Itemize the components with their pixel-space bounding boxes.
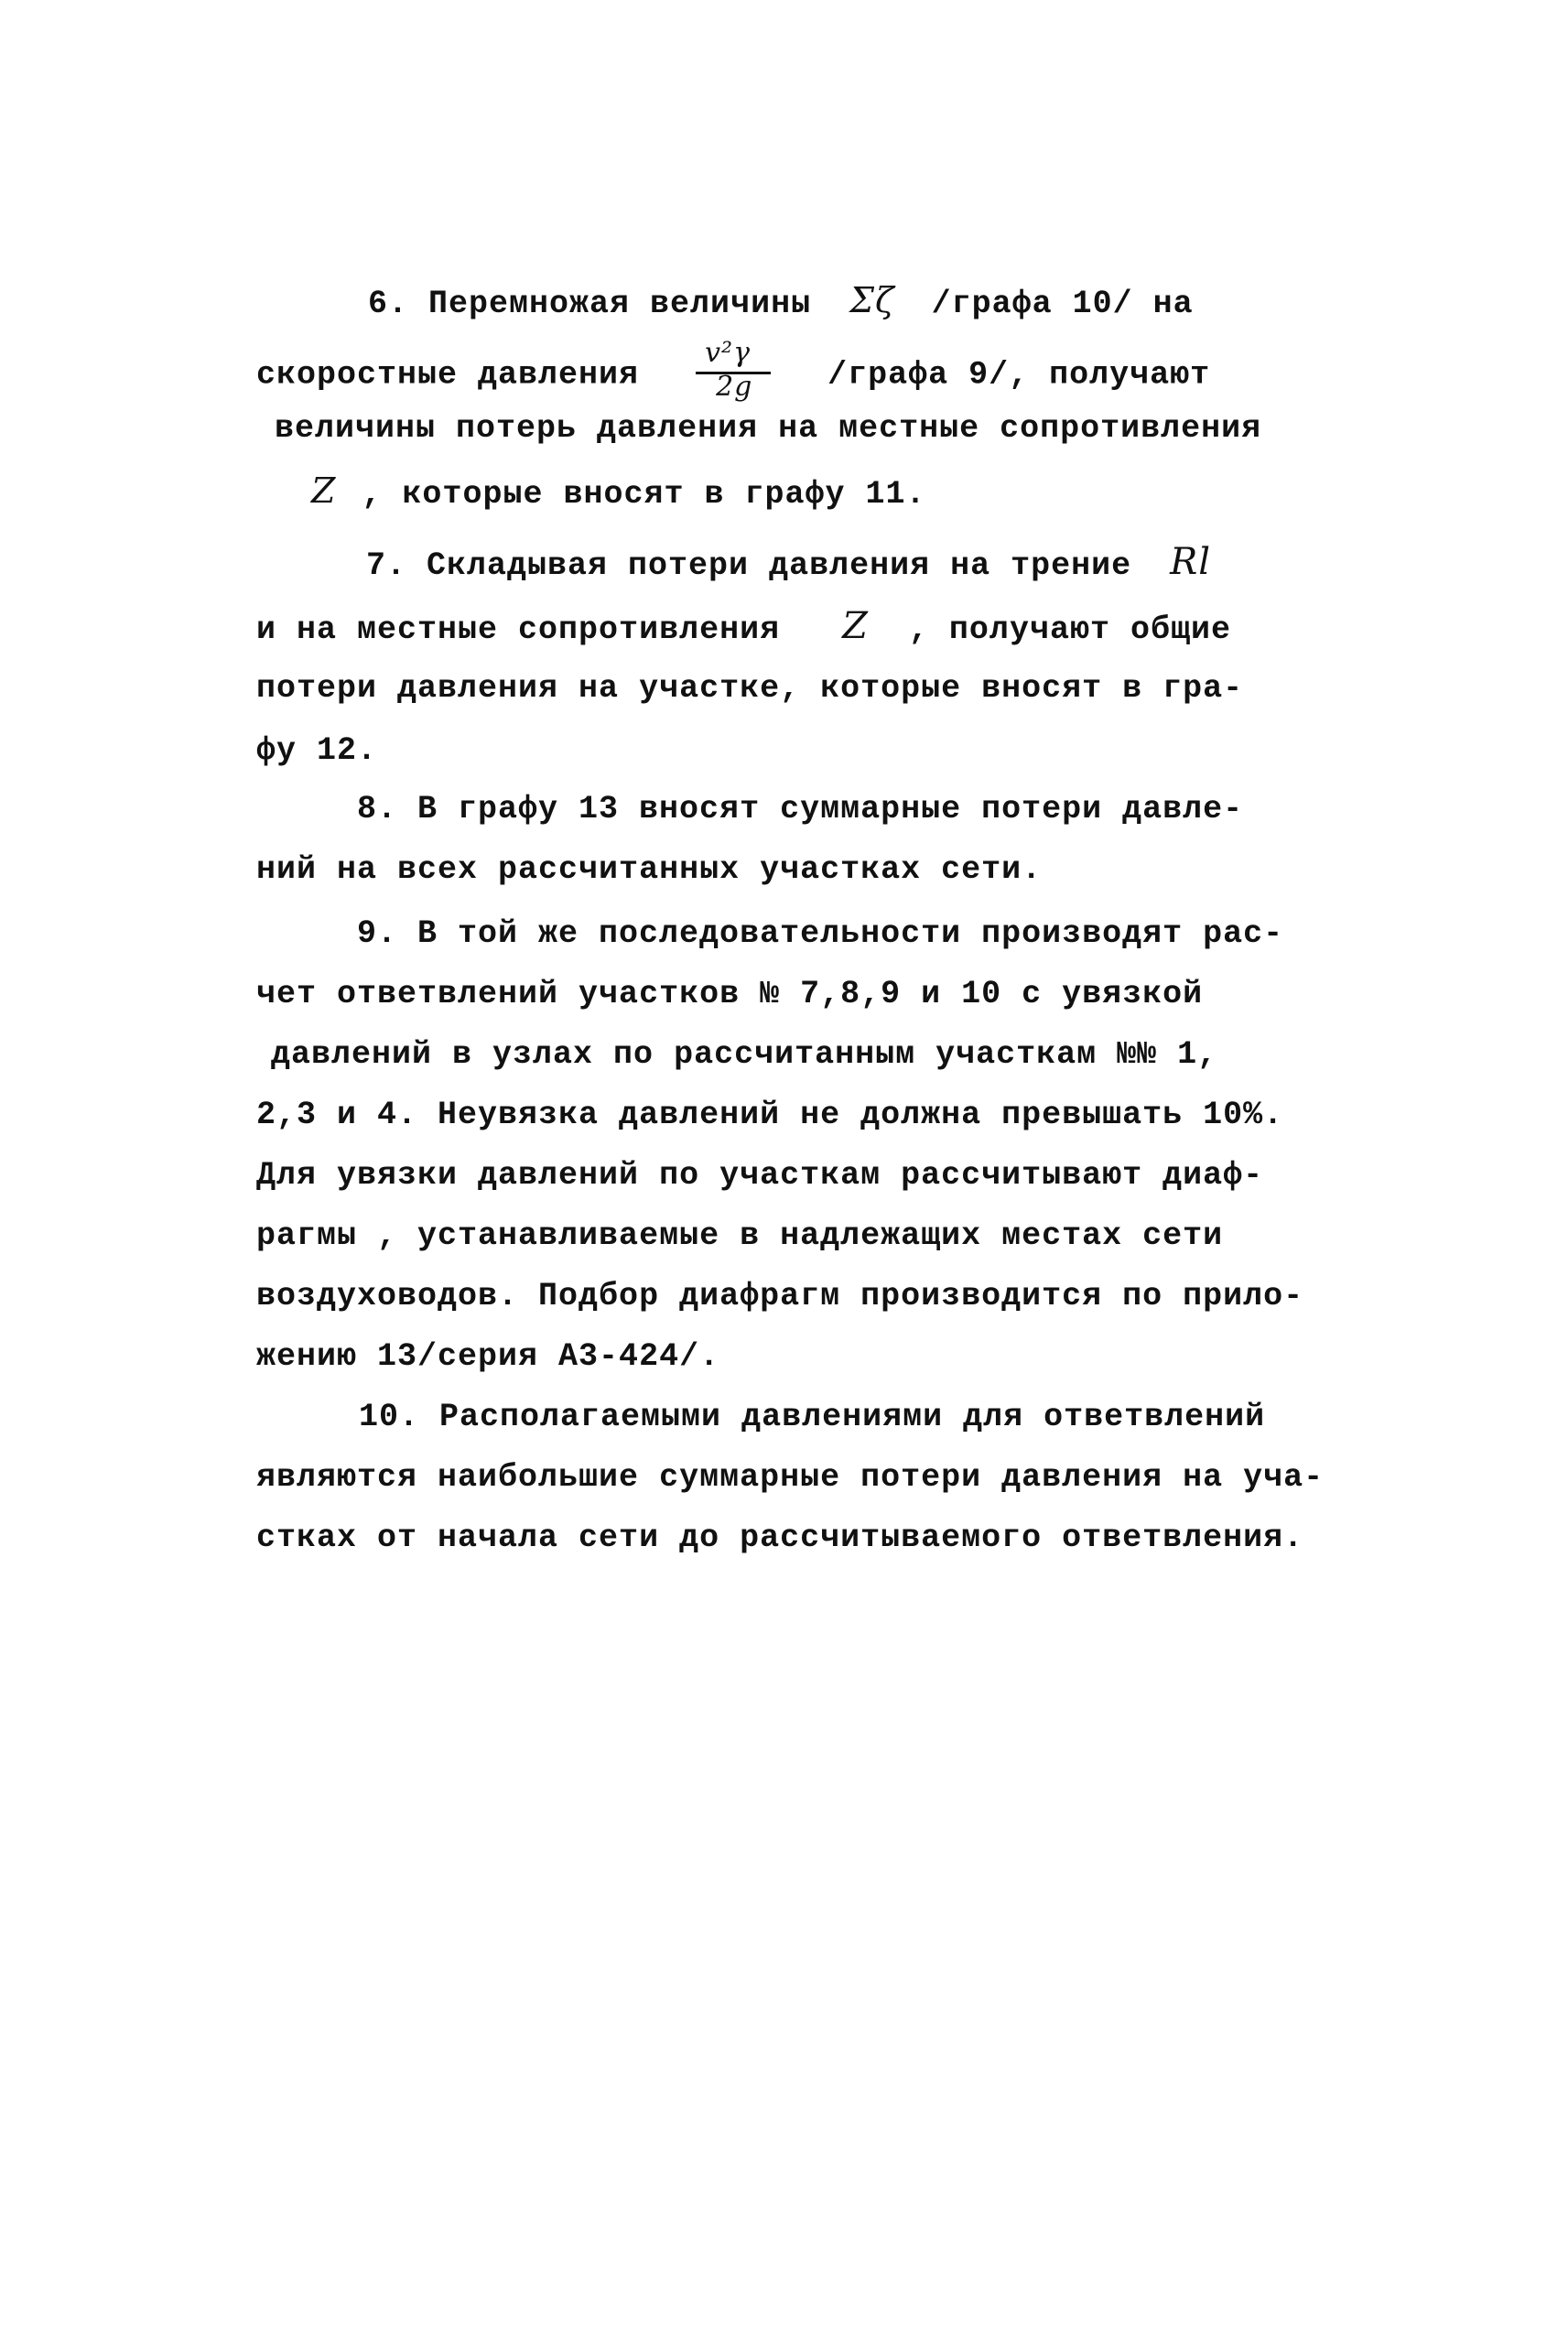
z-symbol-2: Z: [842, 605, 869, 647]
item-6-line-2-before: скоростные давления: [256, 356, 640, 394]
item-8-line-2: [256, 849, 1042, 890]
velocity-pressure-fraction: [696, 337, 773, 405]
item-10-line-2: [256, 1457, 1324, 1498]
item-9-line-1-text: 9. В той же последовательности производят рас-: [357, 915, 1284, 952]
item-7-line-3: [256, 668, 1243, 708]
item-9-line-4: [256, 1095, 1283, 1135]
item-7-line-3-text: потери давления на участке, которые вносят в гра-: [256, 670, 1244, 707]
item-8-line-2-text: ний на всех рассчитанных участках сети.: [256, 851, 1043, 888]
item-9-line-8: [256, 1336, 719, 1377]
item-9-line-6-text: рагмы , устанавливаемые в надлежащих местах сети: [256, 1217, 1224, 1254]
item-9-line-5: [256, 1155, 1263, 1195]
item-7-line-1: [366, 542, 1211, 582]
item-6-line-3: [275, 408, 1261, 449]
z-symbol: Z: [311, 470, 337, 511]
item-10-line-3-text: стках от начала сети до рассчитываемого ответвления.: [256, 1519, 1304, 1556]
rl-symbol: Rl: [1170, 541, 1212, 583]
item-7-line-2-before: и на местные сопротивления: [256, 611, 781, 648]
item-9-line-2: [256, 974, 1203, 1014]
item-7-line-2-after: , получают общие: [908, 611, 1231, 648]
item-9-line-2-text: чет ответвлений участков № 7,8,9 и 10 с увязкой: [256, 976, 1204, 1012]
item-10-line-2-text: являются наибольшие суммарные потери давления на уча-: [256, 1459, 1325, 1496]
item-6-line-2: [256, 337, 1211, 403]
item-8-line-1: [357, 789, 1243, 829]
fraction-denominator: 2g: [716, 371, 753, 403]
item-9-line-3-text: давлений в узлах по рассчитанным участкам №№ 1,: [271, 1036, 1218, 1073]
item-9-line-3: [271, 1034, 1217, 1075]
item-8-line-1-text: 8. В графу 13 вносят суммарные потери давле-: [357, 791, 1244, 827]
item-10-line-1-text: 10. Располагаемыми давлениями для ответвлений: [359, 1399, 1266, 1435]
item-9-line-7-text: воздуховодов. Подбор диафрагм производится по прило-: [256, 1278, 1304, 1314]
item-10-line-3: [256, 1518, 1303, 1558]
item-7-line-1-text: 7. Складывая потери давления на трение: [366, 547, 1132, 584]
item-6-line-2-after: /графа 9/, получают: [827, 356, 1211, 394]
item-9-line-5-text: Для увязки давлений по участкам рассчитывают диаф-: [256, 1157, 1264, 1194]
item-6-line-1: [368, 280, 1194, 320]
item-7-line-2: [256, 606, 1231, 646]
item-9-line-6: [256, 1216, 1223, 1256]
item-6-line-4-after: , которые вносят в графу 11.: [362, 476, 926, 513]
item-9-line-8-text: жению 13/серия А3-424/.: [256, 1338, 720, 1375]
fraction-numerator: v²γ: [705, 337, 751, 369]
item-9-line-7: [256, 1276, 1303, 1316]
item-7-line-4: [256, 730, 377, 771]
item-6-line-1-after: /графа 10/ на: [931, 286, 1194, 322]
item-7-line-4-text: фу 12.: [256, 732, 378, 769]
item-9-line-1: [357, 914, 1283, 954]
sum-zeta-symbol: Σζ: [849, 280, 895, 320]
item-6-line-4: [311, 470, 926, 511]
item-9-line-4-text: 2,3 и 4. Неувязка давлений не должна превышать 10%.: [256, 1097, 1284, 1133]
item-6-line-3-text: величины потерь давления на местные сопротивления: [275, 410, 1262, 447]
item-6-line-1-before: 6. Перемножая величины: [368, 286, 812, 322]
item-10-line-1: [359, 1397, 1265, 1437]
